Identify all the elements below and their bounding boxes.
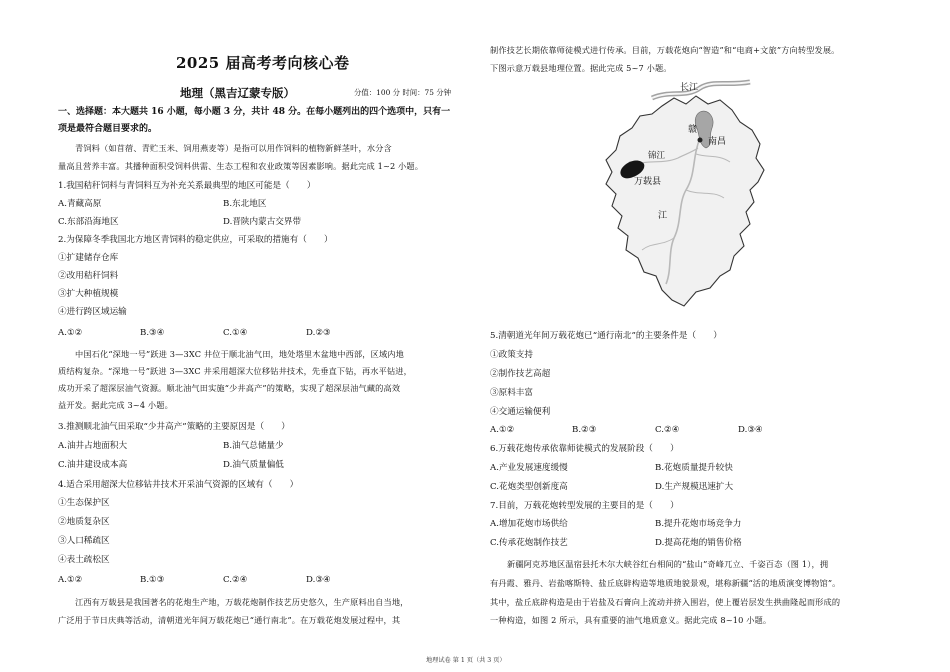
passage-2-line: 益开发。据此完成 3~4 小题。 (58, 400, 173, 410)
q2-option-a: A.①② (58, 328, 83, 338)
q4-item: ②地质复杂区 (58, 517, 110, 527)
label-nanchang: 南昌 (708, 137, 727, 147)
province-outline (606, 96, 764, 306)
page-footer: 地理试卷 第 1 页（共 3 页） (426, 657, 506, 664)
section-heading-cont: 项是最符合题目要求的。 (58, 124, 158, 134)
passage-3-line: 下图示意万载县地理位置。据此完成 5~7 小题。 (490, 63, 672, 73)
passage-4-line: 其中，盐丘底辟构造是由于岩盐及石膏向上流动并挤入围岩，使上覆岩层发生拱曲隆起而形成的 (490, 597, 841, 607)
q4-option-c: C.②④ (223, 575, 248, 585)
q2-option-b: B.③④ (140, 328, 165, 338)
passage-3-line: 广泛用于节日庆典等活动，清朝道光年间万载花炮已“通行南北”。在万载花炮发展过程中，其 (58, 615, 401, 625)
passage-3-line: 制作技艺长期依靠师徒模式进行传承。目前，万载花炮向“智造”和“电商+文旅”方向转型发展。 (490, 45, 840, 55)
q1-option-a: A.青藏高原 (58, 199, 102, 209)
question-7-stem: 7.目前，万载花炮转型发展的主要目的是（ ） (490, 501, 679, 511)
question-2-stem: 2.为保障冬季我国北方地区青饲料的稳定供应，可采取的措施有（ ） (58, 235, 333, 245)
q4-item: ③人口稀疏区 (58, 536, 110, 546)
question-1-stem: 1.我国秸秆饲料与青饲料互为补充关系最典型的地区可能是（ ） (58, 181, 316, 191)
score-time-info: 分值：100 分 时间：75 分钟 (354, 88, 452, 97)
label-changjiang: 长江 (680, 83, 699, 93)
section-heading: 一、选择题：本大题共 16 小题，每小题 3 分，共计 48 分。在每小题列出的四个选项中，只有一 (58, 107, 451, 117)
q6-option-c: C.花炮类型创新度高 (490, 482, 568, 492)
q6-option-b: B.花炮质量提升较快 (655, 463, 733, 473)
q7-option-a: A.增加花炮市场供给 (490, 519, 568, 529)
q2-item: ④进行跨区域运输 (58, 307, 127, 317)
q3-option-a: A.油井占地面积大 (58, 441, 128, 451)
q4-item: ④表土疏松区 (58, 555, 110, 565)
q1-option-b: B.东北地区 (223, 199, 267, 209)
q6-option-d: D.生产规模迅速扩大 (655, 482, 734, 492)
passage-1-line: 青饲料（如苜蓿、青贮玉米、饲用燕麦等）是指可以用作饲料的植物新鲜茎叶，水分含 (75, 143, 392, 153)
q4-item: ①生态保护区 (58, 498, 110, 508)
label-wanzai: 万载县 (634, 177, 662, 187)
question-5-stem: 5.清朝道光年间万载花炮已“通行南北”的主要条件是（ ） (490, 331, 722, 341)
nanchang-marker (698, 138, 703, 143)
q2-item: ②改用秸秆饲料 (58, 271, 119, 281)
exam-title: 2025 届高考考向核心卷 (176, 54, 350, 72)
label-jiang: 江 (658, 211, 668, 221)
q7-option-c: C.传承花炮制作技艺 (490, 538, 568, 548)
wanzai-location-map (600, 78, 772, 314)
q5-option-a: A.①② (490, 425, 515, 435)
q3-option-d: D.油气质量偏低 (223, 460, 284, 470)
q6-option-a: A.产业发展速度缓慢 (490, 463, 568, 473)
passage-2-line: 成功开采了超深层油气资源。顺北油气田实施“少井高产”的策略，实现了超深层油气藏的高效 (58, 383, 401, 393)
q2-item: ①扩建储存仓库 (58, 253, 119, 263)
passage-4-line: 一种构造，如图 2 所示，具有重要的油气地质意义。据此完成 8~10 小题。 (490, 615, 772, 625)
subject-title: 地理（黑吉辽蒙专版） (180, 86, 295, 100)
passage-1-line: 量高且营养丰富。其播种面积受饲料供需、生态工程和农业政策等因素影响。据此完成 1~2 小题。 (58, 161, 424, 171)
question-3-stem: 3.推测顺北油气田采取“少井高产”策略的主要原因是（ ） (58, 422, 290, 432)
passage-4-line: 有丹霞、雅丹、岩盐喀斯特、盐丘底辟构造等地质地貌景观，堪称新疆“活的地质演变博物馆”。 (490, 578, 841, 588)
q5-option-b: B.②③ (572, 425, 597, 435)
passage-2-line: 质结构复杂。“深地一号”跃进 3—3XC 井采用超深大位移钻井技术，先垂直下钻，再水平钻进， (58, 366, 412, 376)
q4-option-a: A.①② (58, 575, 83, 585)
q4-option-b: B.①③ (140, 575, 165, 585)
passage-4-line: 新疆阿克苏地区温宿县托木尔大峡谷红台相间的“盐山”奇峰兀立、千姿百态（图 1），拥 (507, 559, 829, 569)
q5-option-d: D.③④ (738, 425, 763, 435)
q5-item: ①政策支持 (490, 350, 533, 360)
q5-item: ②制作技艺高超 (490, 369, 551, 379)
q1-option-c: C.东部沿海地区 (58, 217, 119, 227)
question-4-stem: 4.适合采用超深大位移钻井技术开采油气资源的区域有（ ） (58, 480, 299, 490)
q5-option-c: C.②④ (655, 425, 680, 435)
q3-option-c: C.油井建设成本高 (58, 460, 128, 470)
q4-option-d: D.③④ (306, 575, 331, 585)
label-jinjiang: 锦江 (648, 151, 666, 161)
passage-2-line: 中国石化“深地一号”跃进 3—3XC 井位于顺北油气田，地处塔里木盆地中西部，区域内地 (75, 349, 404, 359)
label-gan: 赣 (688, 125, 698, 135)
q1-option-d: D.晋陕内蒙古交界带 (223, 217, 302, 227)
q2-item: ③扩大种植规模 (58, 289, 119, 299)
question-6-stem: 6.万载花炮传承依靠师徒模式的发展阶段（ ） (490, 444, 679, 454)
q5-item: ③原料丰富 (490, 388, 533, 398)
q5-item: ④交通运输便利 (490, 407, 551, 417)
q2-option-d: D.②③ (306, 328, 331, 338)
q3-option-b: B.油气总储量少 (223, 441, 284, 451)
q7-option-d: D.提高花炮的销售价格 (655, 538, 742, 548)
q7-option-b: B.提升花炮市场竞争力 (655, 519, 742, 529)
q2-option-c: C.①④ (223, 328, 248, 338)
passage-3-line: 江西有万载县是我国著名的花炮生产地，万载花炮制作技艺历史悠久，生产原料出自当地， (75, 597, 409, 607)
